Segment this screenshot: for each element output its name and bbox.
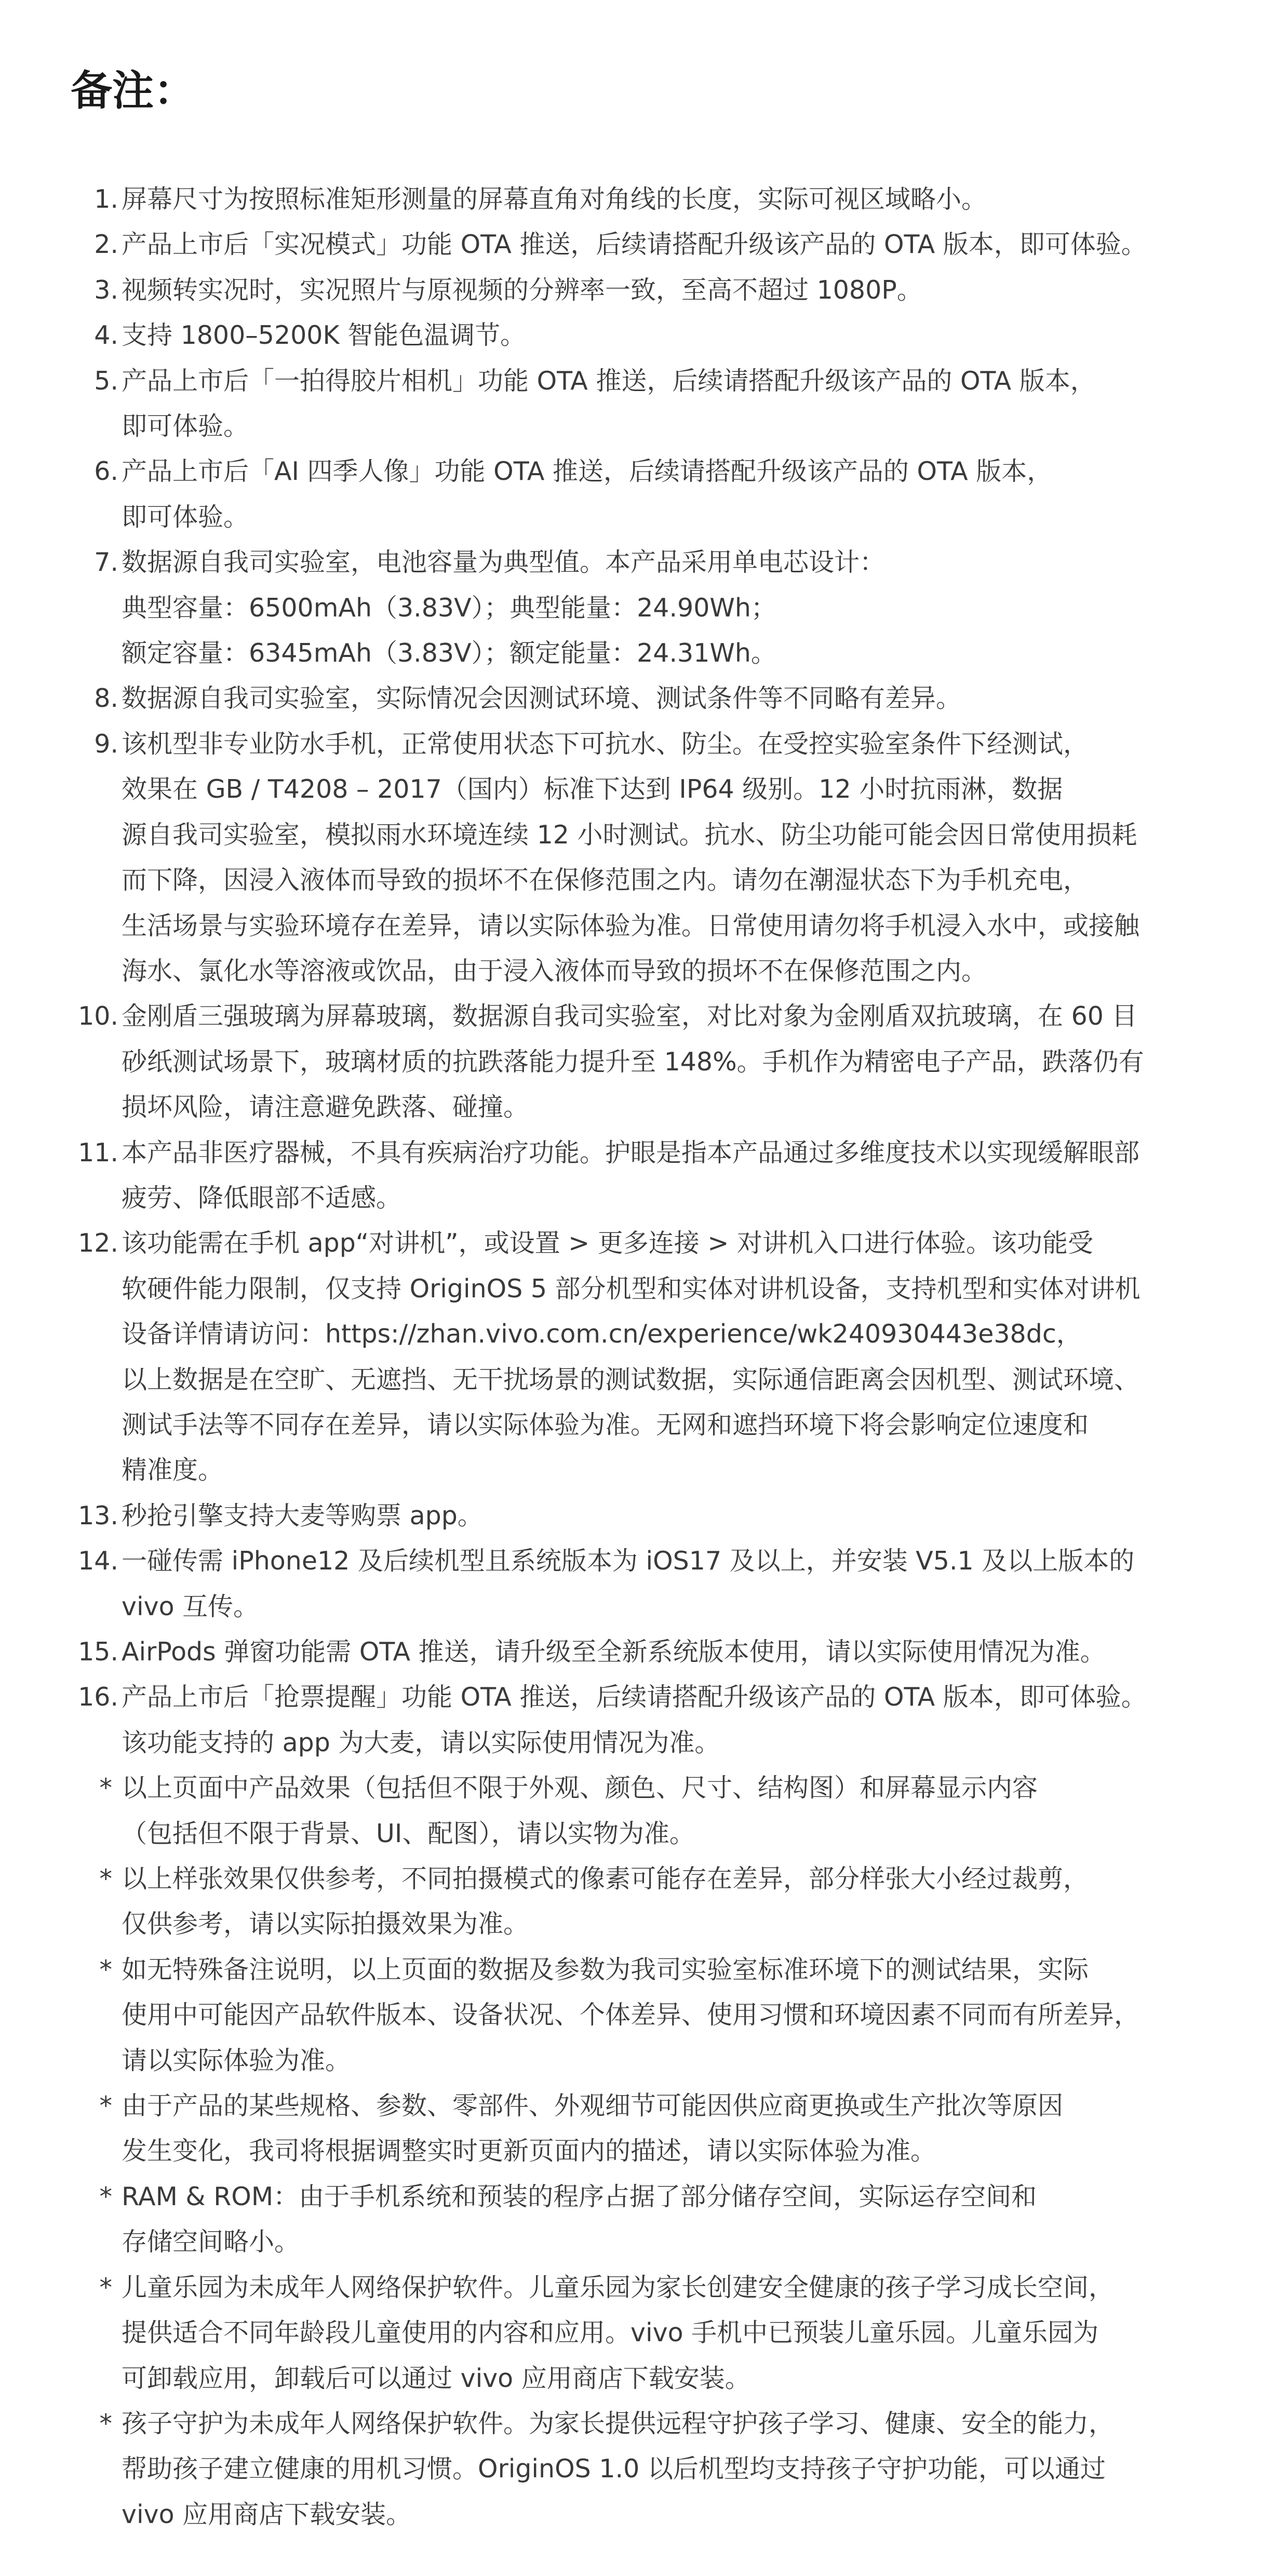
note-line: 精准度。 xyxy=(122,1455,224,1485)
asterisk-marker: * xyxy=(99,2408,112,2438)
disclaimer-item xyxy=(0,2174,1288,2265)
note-line: 秒抢引擎支持大麦等购票 app。 xyxy=(122,1500,483,1531)
note-number: 8. xyxy=(94,683,118,714)
asterisk-marker: * xyxy=(99,1864,112,1894)
note-item xyxy=(0,1538,1288,1629)
note-text xyxy=(122,994,1264,1130)
note-text xyxy=(122,449,1264,540)
note-line: 数据源自我司实验室，实际情况会因测试环境、测试条件等不同略有差异。 xyxy=(122,683,962,714)
note-text xyxy=(122,2083,1264,2174)
note-text xyxy=(122,2401,1264,2537)
note-text xyxy=(122,1538,1264,1629)
note-text xyxy=(122,1674,1264,1765)
note-line: 使用中可能因产品软件版本、设备状况、个体差异、使用习惯和环境因素不同而有所差异， xyxy=(122,2000,1140,2030)
note-line: 设备详情请访问：https://zhan.vivo.com.cn/experience/wk240930443e38dc， xyxy=(122,1319,1082,1349)
note-number: 13. xyxy=(78,1500,118,1531)
note-line: 以上数据是在空旷、无遮挡、无干扰场景的测试数据，实际通信距离会因机型、测试环境、 xyxy=(122,1364,1140,1394)
note-line: 产品上市后「抢票提醒」功能 OTA 推送，后续请搭配升级该产品的 OTA 版本，即可体验。 xyxy=(122,1682,1147,1712)
note-item xyxy=(0,1130,1288,1221)
note-number: 5. xyxy=(94,366,118,396)
note-text xyxy=(122,676,1264,721)
note-text xyxy=(122,267,1264,313)
note-item xyxy=(0,177,1288,222)
note-line: 产品上市后「AI 四季人像」功能 OTA 推送，后续请搭配升级该产品的 OTA 版本， xyxy=(122,457,1053,487)
note-line: vivo 互传。 xyxy=(122,1591,259,1621)
note-line: 软硬件能力限制，仅支持 OriginOS 5 部分机型和实体对讲机设备，支持机型和实体对讲机 xyxy=(122,1273,1141,1304)
note-line: 以上页面中产品效果（包括但不限于外观、颜色、尺寸、结构图）和屏幕显示内容 xyxy=(122,1773,1038,1803)
disclaimer-item xyxy=(0,1765,1288,1856)
note-number: 14. xyxy=(78,1546,118,1576)
note-line: 疲劳、降低眼部不适感。 xyxy=(122,1183,402,1213)
note-number: 15. xyxy=(78,1637,118,1667)
asterisk-marker: * xyxy=(99,1773,112,1803)
note-line: （包括但不限于背景、UI、配图），请以实物为准。 xyxy=(122,1818,695,1848)
note-line: 仅供参考，请以实际拍摄效果为准。 xyxy=(122,1909,529,1939)
note-text xyxy=(122,358,1264,449)
note-line: 支持 1800–5200K 智能色温调节。 xyxy=(122,320,526,351)
note-item xyxy=(0,676,1288,721)
note-number: 2. xyxy=(94,230,118,260)
note-item xyxy=(0,721,1288,994)
note-number: 4. xyxy=(94,320,118,351)
disclaimer-item xyxy=(0,1947,1288,2083)
note-line: 砂纸测试场景下，玻璃材质的抗跌落能力提升至 148%。手机作为精密电子产品，跌落仍有 xyxy=(122,1046,1144,1077)
note-line: 该功能需在手机 app“对讲机”，或设置 > 更多连接 > 对讲机入口进行体验。该功能受 xyxy=(122,1228,1093,1258)
note-line: 提供适合不同年龄段儿童使用的内容和应用。vivo 手机中已预装儿童乐园。儿童乐园为 xyxy=(122,2318,1099,2348)
note-text xyxy=(122,1765,1264,1856)
note-line: 由于产品的某些规格、参数、零部件、外观细节可能因供应商更换或生产批次等原因 xyxy=(122,2091,1064,2121)
note-number: 3. xyxy=(94,275,118,305)
note-line: 源自我司实验室，模拟雨水环境连续 12 小时测试。抗水、防尘功能可能会因日常使用损耗 xyxy=(122,820,1137,850)
note-line: 一碰传需 iPhone12 及后续机型且系统版本为 iOS17 及以上，并安装 V5.1 及以上版本的 xyxy=(122,1546,1135,1576)
note-item xyxy=(0,1674,1288,1765)
note-number: 1. xyxy=(94,184,118,214)
note-line: 可卸载应用，卸载后可以通过 vivo 应用商店下载安装。 xyxy=(122,2363,750,2393)
note-line: 如无特殊备注说明，以上页面的数据及参数为我司实验室标准环境下的测试结果，实际 xyxy=(122,1954,1089,1984)
note-line: 海水、氯化水等溶液或饮品，由于浸入液体而导致的损坏不在保修范围之内。 xyxy=(122,956,987,986)
note-text xyxy=(122,2174,1264,2265)
note-number: 7. xyxy=(94,547,118,578)
note-line: 即可体验。 xyxy=(122,502,249,532)
note-item xyxy=(0,1493,1288,1538)
note-text xyxy=(122,1629,1264,1674)
note-number: 16. xyxy=(78,1682,118,1712)
asterisk-marker: * xyxy=(99,1954,112,1984)
note-item xyxy=(0,540,1288,676)
note-line: RAM & ROM：由于手机系统和预装的程序占据了部分储存空间，实际运存空间和 xyxy=(122,2181,1037,2211)
note-line: 即可体验。 xyxy=(122,411,249,441)
note-item xyxy=(0,222,1288,267)
note-line: vivo 应用商店下载安装。 xyxy=(122,2499,412,2529)
note-text xyxy=(122,222,1264,267)
note-item xyxy=(0,449,1288,540)
note-line: 产品上市后「一拍得胶片相机」功能 OTA 推送，后续请搭配升级该产品的 OTA 版本， xyxy=(122,366,1096,396)
note-line: 产品上市后「实况模式」功能 OTA 推送，后续请搭配升级该产品的 OTA 版本，即可体验。 xyxy=(122,230,1147,260)
note-item xyxy=(0,994,1288,1130)
note-text xyxy=(122,1220,1264,1493)
note-line: 孩子守护为未成年人网络保护软件。为家长提供远程守护孩子学习、健康、安全的能力， xyxy=(122,2408,1115,2438)
note-item xyxy=(0,1220,1288,1493)
note-line: 发生变化，我司将根据调整实时更新页面内的描述，请以实际体验为准。 xyxy=(122,2136,936,2166)
note-item xyxy=(0,358,1288,449)
note-number: 12. xyxy=(78,1228,118,1258)
page-title: 备注： xyxy=(71,66,195,115)
asterisk-marker: * xyxy=(99,2091,112,2121)
note-number: 11. xyxy=(78,1137,118,1168)
note-text xyxy=(122,313,1264,358)
note-line: 数据源自我司实验室，电池容量为典型值。本产品采用单电芯设计： xyxy=(122,547,886,578)
disclaimer-item xyxy=(0,2265,1288,2401)
note-line: 以上样张效果仅供参考，不同拍摄模式的像素可能存在差异，部分样张大小经过裁剪， xyxy=(122,1864,1089,1894)
asterisk-marker: * xyxy=(99,2272,112,2302)
note-line: 损坏风险，请注意避免跌落、碰撞。 xyxy=(122,1092,529,1122)
note-line: 测试手法等不同存在差异，请以实际体验为准。无网和遮挡环境下将会影响定位速度和 xyxy=(122,1410,1089,1440)
note-line: 存储空间略小。 xyxy=(122,2227,300,2257)
note-text xyxy=(122,540,1264,676)
note-text xyxy=(122,177,1264,222)
note-line: 效果在 GB / T4208 – 2017（国内）标准下达到 IP64 级别。12 小时抗雨淋，数据 xyxy=(122,774,1063,804)
note-line: 屏幕尺寸为按照标准矩形测量的屏幕直角对角线的长度，实际可视区域略小。 xyxy=(122,184,987,214)
note-line: 生活场景与实验环境存在差异，请以实际体验为准。日常使用请勿将手机浸入水中，或接触 xyxy=(122,910,1140,941)
note-line: 而下降，因浸入液体而导致的损坏不在保修范围之内。请勿在潮湿状态下为手机充电， xyxy=(122,865,1089,895)
note-line: 典型容量：6500mAh（3.83V）；典型能量：24.90Wh； xyxy=(122,593,776,623)
note-line: 本产品非医疗器械，不具有疾病治疗功能。护眼是指本产品通过多维度技术以实现缓解眼部 xyxy=(122,1137,1140,1168)
note-text xyxy=(122,1947,1264,2083)
note-line: 额定容量：6345mAh（3.83V）；额定能量：24.31Wh。 xyxy=(122,638,776,668)
note-item xyxy=(0,313,1288,358)
note-line: 该机型非专业防水手机，正常使用状态下可抗水、防尘。在受控实验室条件下经测试， xyxy=(122,729,1089,759)
note-text xyxy=(122,2265,1264,2401)
note-line: 请以实际体验为准。 xyxy=(122,2045,351,2075)
note-number: 9. xyxy=(94,729,118,759)
note-item xyxy=(0,267,1288,313)
note-number: 6. xyxy=(94,457,118,487)
note-text xyxy=(122,1130,1264,1221)
note-text xyxy=(122,1493,1264,1538)
note-number: 10. xyxy=(78,1001,118,1031)
note-line: 该功能支持的 app 为大麦，请以实际使用情况为准。 xyxy=(122,1727,720,1757)
notes-list xyxy=(0,177,1288,2537)
asterisk-marker: * xyxy=(99,2181,112,2211)
note-item xyxy=(0,1629,1288,1674)
note-line: AirPods 弹窗功能需 OTA 推送，请升级至全新系统版本使用，请以实际使用情况为准。 xyxy=(122,1637,1106,1667)
disclaimer-item xyxy=(0,2401,1288,2537)
note-line: 视频转实况时，实况照片与原视频的分辨率一致，至高不超过 1080P。 xyxy=(122,275,922,305)
note-line: 金刚盾三强玻璃为屏幕玻璃，数据源自我司实验室，对比对象为金刚盾双抗玻璃，在 60 目 xyxy=(122,1001,1137,1031)
note-text xyxy=(122,1856,1264,1947)
disclaimer-item xyxy=(0,1856,1288,1947)
note-line: 帮助孩子建立健康的用机习惯。OriginOS 1.0 以后机型均支持孩子守护功能，可以通过 xyxy=(122,2454,1106,2484)
note-text xyxy=(122,721,1264,994)
note-line: 儿童乐园为未成年人网络保护软件。儿童乐园为家长创建安全健康的孩子学习成长空间， xyxy=(122,2272,1115,2302)
disclaimer-item xyxy=(0,2083,1288,2174)
